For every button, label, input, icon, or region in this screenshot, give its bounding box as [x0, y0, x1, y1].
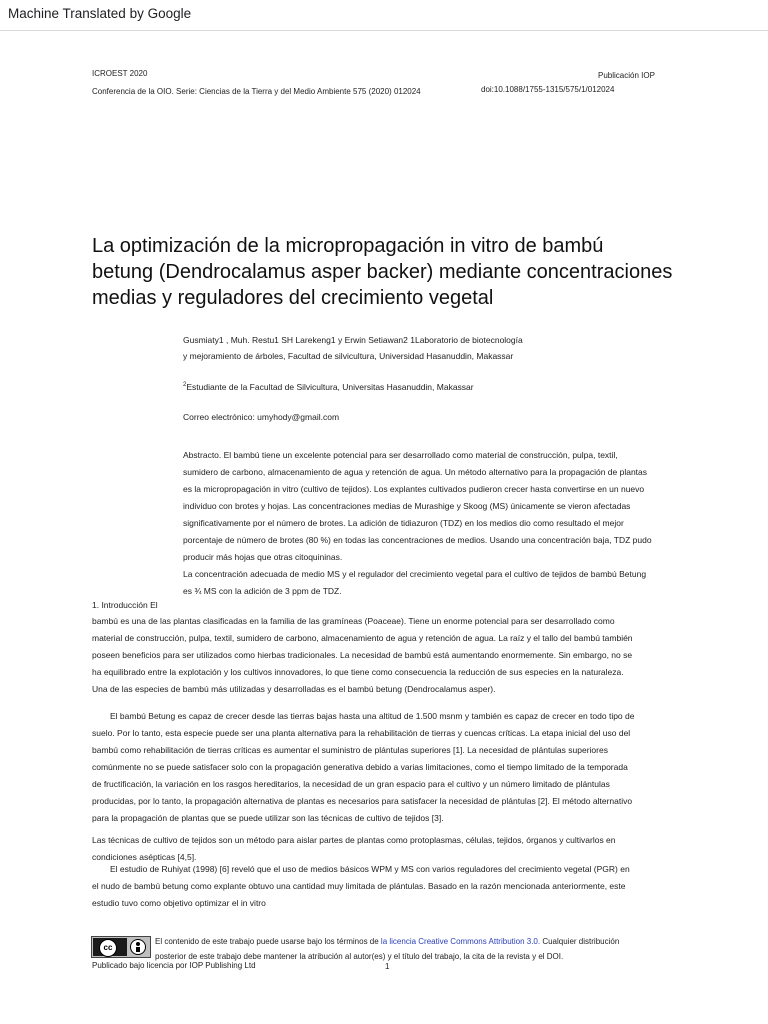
abstract-line: sumidero de carbono, almacenamiento de agua y retención de agua. Un método alternativo para la propagación de plantas — [183, 467, 648, 477]
publisher-name: Publicación IOP — [598, 71, 655, 80]
paragraph-line: ha equilibrado entre la explotación y los cultivos innovadores, lo que tiene como consecuencia la reducción de sus especies en la naturaleza. — [92, 667, 624, 677]
cc-icon: cc — [99, 939, 117, 957]
license-link[interactable]: la licencia Creative Commons Attribution 3.0. — [380, 937, 541, 946]
authors-line: Gusmiaty1 , Muh. Restu1 SH Larekeng1 y Erwin Setiawan2 1Laboratorio de biotecnología — [183, 335, 523, 345]
series-citation: Conferencia de la OIO. Serie: Ciencias de la Tierra y del Medio Ambiente 575 (2020) 012024 — [92, 87, 421, 96]
abstract-line: producir más hojas que otras citoquininas. — [183, 552, 343, 562]
license-text — [155, 934, 619, 964]
affiliation-2-text: Estudiante de la Facultad de Silvicultura, Universitas Hasanuddin, Makassar — [186, 381, 474, 392]
license-pre: El contenido de este trabajo puede usarse bajo los términos de — [155, 937, 381, 946]
translation-banner — [0, 0, 768, 31]
paragraph-line: El bambú Betung es capaz de crecer desde las tierras bajas hasta una altitud de 1.500 msnm y también es capaz de crecer en todo tipo de — [110, 711, 635, 721]
intro-paragraph-4 — [92, 861, 630, 912]
paragraph-line: Una de las especies de bambú más utilizadas y desarrolladas es el bambú betung (Dendrocalamus asper). — [92, 684, 496, 694]
paragraph-line: estudio tuvo como objetivo optimizar el in vitro — [92, 898, 266, 908]
section-heading: 1. Introducción El — [92, 600, 158, 610]
machine-translated-label: Machine Translated by Google — [8, 6, 192, 21]
paragraph-line: condiciones asépticas [4,5]. — [92, 852, 197, 862]
title-line: La optimización de la micropropagación in vitro de bambú — [92, 235, 604, 257]
abstract-line: porcentaje de número de brotes (80 %) en todas las concentraciones de medios. Usando una concentración baja, TDZ pudo — [183, 535, 652, 545]
document-page — [0, 31, 768, 1024]
abstract-line: significativamente por el número de brotes. La adición de tidiazuron (TDZ) en los medios dio como resultado el mejor — [183, 518, 624, 528]
abstract-line: individuo con brotes y hojas. Las concentraciones medias de Murashige y Skoog (MS) únicamente se vieron afectadas — [183, 501, 631, 511]
paragraph-line: de fructificación, la variación en los rasgos hereditarios, la necesidad de un gran espacio para el cultivo y un número limitado de plántulas — [92, 779, 610, 789]
paragraph-line: bambú es una de las plantas clasificadas en la familia de las gramíneas (Poaceae). Tiene un enorme potencial para ser desarrollado como — [92, 616, 615, 626]
publisher-license: Publicado bajo licencia por IOP Publishing Ltd — [92, 961, 256, 970]
title-line: medias y reguladores del crecimiento vegetal — [92, 287, 494, 309]
paragraph-line: material de construcción, pulpa, textil, sumidero de carbono, almacenamiento de agua y retención de agua. La raíz y el tallo del bambú también — [92, 633, 633, 643]
paper-title — [92, 233, 732, 311]
paragraph-line: poseen beneficios para ser utilizados como hierbas tradicionales. La necesidad de bambú está aumentando enormemente. Sin embargo, no se — [92, 650, 633, 660]
affiliation-2-marker: 2 — [183, 382, 187, 388]
paragraph-line: para la propagación de plantas que se puede utilizar son las técnicas de cultivo de tejidos [3]. — [92, 813, 444, 823]
attribution-icon — [130, 939, 146, 955]
intro-paragraph-1 — [92, 613, 633, 698]
paragraph-line: el nudo de bambú betung como explante obtuvo una cantidad muy limitada de plántulas. Basado en la razón mencionada anteriormente, este — [92, 881, 626, 891]
title-line: betung (Dendrocalamus asper backer) mediante concentraciones — [92, 261, 673, 283]
creative-commons-badge — [91, 936, 151, 958]
paragraph-line: bambú como rehabilitación de tierras críticas es aumentar el suministro de plántulas superiores [1]. La necesidad de plántulas superiores — [92, 745, 608, 755]
abstract — [183, 447, 652, 600]
page-number: 1 — [385, 962, 390, 971]
abstract-line: es la micropropagación in vitro (cultivo de tejidos). Los explantes cultivados pudieron crecer hasta convertirse en un nuevo — [183, 484, 645, 494]
abstract-line: Abstracto. El bambú tiene un excelente potencial para ser desarrollado como material de construcción, pulpa, textil, — [183, 450, 618, 460]
email: Correo electrónico: umyhody@gmail.com — [183, 412, 340, 422]
conference-name: ICROEST 2020 — [92, 69, 148, 78]
paragraph-line: Las técnicas de cultivo de tejidos son un método para aislar partes de plantas como protoplasmas, células, tejidos, órganos y cultivarlos en — [92, 835, 616, 845]
license-line-2: posterior de este trabajo debe mantener la atribución al autor(es) y el título del trabajo, la cita de la revista y el DOI. — [155, 952, 564, 961]
paragraph-line: El estudio de Ruhiyat (1998) [6] reveló que el uso de medios básicos WPM y MS con varios reguladores del crecimiento vegetal (PGR) en — [110, 864, 630, 874]
abstract-line: La concentración adecuada de medio MS y el regulador del crecimiento vegetal para el cultivo de tejidos de bambú Betung — [183, 569, 647, 579]
paragraph-line: suelo. Por lo tanto, esta especie puede ser una planta alternativa para la rehabilitación de tierras y cuencas críticas. La etapa inicial del uso del — [92, 728, 631, 738]
affiliation-1: y mejoramiento de árboles, Facultad de silvicultura, Universidad Hasanuddin, Makassar — [183, 351, 514, 361]
doi: doi:10.1088/1755-1315/575/1/012024 — [481, 85, 615, 94]
paragraph-line: comúnmente no se puede satisfacer solo con la propagación generativa debido a varias limitaciones, como el tiempo limitado de la temporada — [92, 762, 628, 772]
paragraph-line: producidas, por lo tanto, la propagación alternativa de plantas es necesarios para satisfacer la necesidad de plántulas [2]. El método alternativo — [92, 796, 633, 806]
license-post: Cualquier distribución — [540, 937, 620, 946]
intro-paragraph-2 — [92, 708, 634, 827]
affiliation-2 — [183, 377, 474, 396]
abstract-line: es ¾ MS con la adición de 3 ppm de TDZ. — [183, 586, 342, 596]
